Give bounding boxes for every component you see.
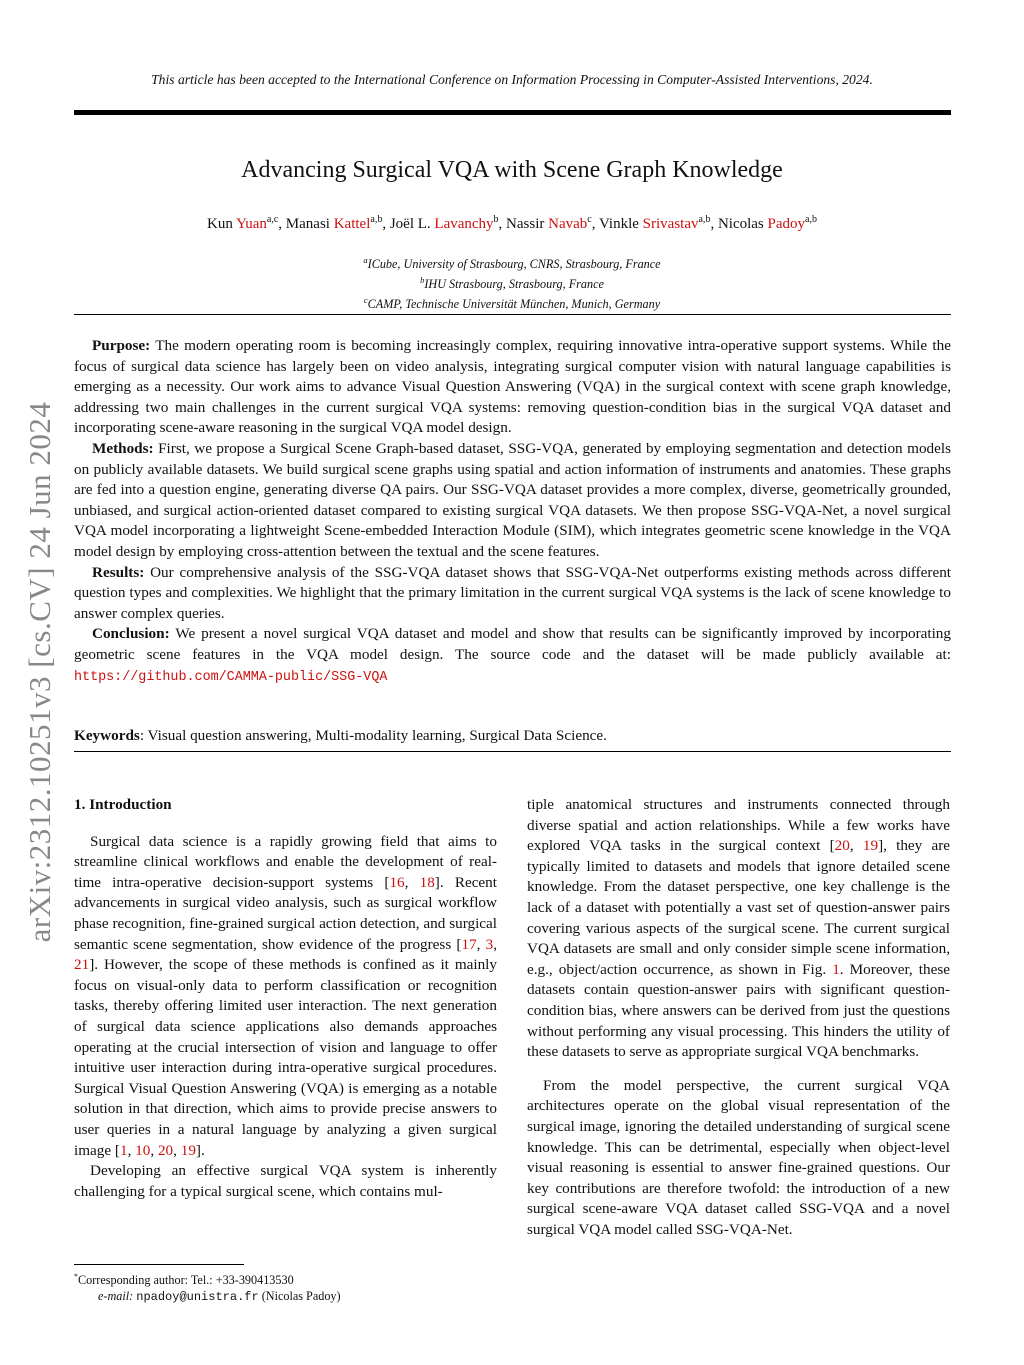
footnote-rule [74, 1264, 244, 1265]
citation-link[interactable]: 19 [180, 1141, 196, 1159]
paragraph-gap [527, 1063, 950, 1076]
author-sup: b [493, 214, 499, 225]
left-column [74, 795, 497, 1202]
author-list: Kun Yuan$^{a,c}$, Manasi Kattel$^{a,b}$, Joël L. Lavanchy$^b$, Nassir Navab$^c$, Vinkle Srivastav$^{a,b}$, Nicolas Padoy$^{a,b}$ [207, 214, 817, 232]
intro-paragraph-2-cont: tiple anatomical structures and instruments connected through diverse spatial and action relationships. While a few works have explored VQA tasks in the surgical context [20, 19], they are typically limited to datasets and models that ignore detailed scene knowledge. From the dataset perspective, one key challenge is the lack of a dataset with potentially a vast set of question-answer pairs covering various aspects of the surgical scene. The current surgical VQA datasets are small and only consider simple scene information, e.g., object/action occurrence, as shown in Fig. 1. Moreover, these datasets contain question-answer pairs with significant question-condition bias, where answers can be derived from just the questions without performing any visual processing. This hinders the utility of these datasets to serve as appropriate surgical VQA benchmarks. [527, 796, 951, 1061]
citation-link[interactable]: 3 [485, 935, 494, 953]
abstract-conclusion: Conclusion: We present a novel surgical VQA dataset and model and show that results can be significantly improved by incorporating geometric scene features in the VQA model design. The source code and the dataset will be made publicly available at: https://github.com/CAMMA-public/SSG-VQA [74, 625, 951, 685]
abstract-purpose: Purpose: The modern operating room is becoming increasingly complex, requiring innovative intra-operative support systems. While the focus of surgical data science has largely been on video analysis, integrating surgical computer vision with natural language capabilities is emerging as a necessity. Our work aims to advance Visual Question Answering (VQA) in the surgical context with scene graph knowledge, addressing two main challenges in the current surgical VQA systems: removing question-condition bias in the surgical VQA dataset and incorporating scene-aware reasoning in the surgical VQA model design. [74, 337, 951, 437]
author-first: Kun [207, 216, 233, 232]
figure-link[interactable]: 1 [832, 960, 840, 978]
author-sup: a,c [266, 214, 279, 225]
acceptance-note: This article has been accepted to the International Conference on Information Processing in Computer-Assisted Interventions, 2024. [151, 72, 873, 87]
affiliation: $^b$IHU Strasbourg, Strasbourg, France [420, 275, 604, 292]
citation-link[interactable]: 17 [461, 935, 477, 953]
citation-link[interactable]: 20 [834, 837, 850, 855]
abstract-methods: Methods: First, we propose a Surgical Scene Graph-based dataset, SSG-VQA, generated by employing segmentation and detection models on publicly available datasets. We build surgical scene graphs using spatial and action information of instruments and anatomies. These graphs are fed into a question engine, generating diverse QA pairs. Our SSG-VQA dataset provides a more complex, diverse, geometrically grounded, unbiased, and surgical action-oriented dataset compared to existing surgical VQA datasets. We then propose SSG-VQA-Net, a novel surgical VQA model incorporating a lightweight Scene-embedded Interaction Module (SIM), which integrates geometric scene knowledge in the VQA model design by employing cross-attention between the textual and the scene features. [74, 439, 952, 560]
intro-paragraph-3: From the model perspective, the current surgical VQA architectures operate on the global visual representation of the surgical image, ignoring the detailed understanding of surgical scene knowledge. This can be detrimental, especially when object-level visual reasoning is essential to answer fine-grained questions. Our key contributions are therefore twofold: the introduction of a new surgical scene-aware VQA dataset called SSG-VQA and a novel surgical VQA model called SSG-VQA-Net. [527, 1076, 950, 1238]
author-last[interactable]: Navab [548, 216, 588, 232]
abstract-bottom-rule [74, 751, 951, 752]
citation-link[interactable]: 10 [135, 1141, 151, 1159]
abstract [74, 336, 951, 688]
author-sup: a,b [370, 214, 383, 225]
abstract-results: Results: Our comprehensive analysis of the SSG-VQA dataset shows that SSG-VQA-Net outperforms existing methods across different question types and complexities. We highlight that the primary limitation in the current surgical VQA systems is the lack of scene knowledge to answer complex queries. [74, 563, 952, 622]
abstract-top-rule [74, 314, 951, 315]
citation-link[interactable]: 16 [389, 873, 405, 891]
footnote [74, 1269, 494, 1305]
author-sup: a,b [698, 214, 711, 225]
affiliation: $^c$CAMP, Technische Universität München, Munich, Germany [363, 295, 661, 312]
arxiv-stamp: arXiv:2312.10251v3 [cs.CV] 24 Jun 2024 [22, 401, 57, 943]
header-rule [74, 110, 951, 115]
affiliations [0, 252, 1024, 312]
right-column [527, 795, 950, 1240]
author-sup: c [587, 214, 592, 225]
author-last[interactable]: Kattel [333, 216, 371, 232]
section-heading: 1. Introduction [74, 796, 172, 813]
keywords: Keywords: Visual question answering, Multi-modality learning, Surgical Data Science. [74, 727, 607, 744]
author-first: Manasi [285, 216, 330, 232]
author-last[interactable]: Lavanchy [434, 216, 494, 232]
intro-paragraph-1: Surgical data science is a rapidly growing field that aims to streamline clinical workflows and enable the development of real-time intra-operative decision-support systems [16, 18]. Recent advancements in surgical video analysis, such as surgical workflow phase recognition, fine-grained surgical action detection, and surgical semantic scene segmentation, show evidence of the progress [17, 3, 21]. However, the scope of these methods is confined as it mainly focus on visual-only data to perform classification or recognition tasks, thereby offering limited user interaction. The next generation of surgical data science applications also demands approaches operating at the crucial intersection of vision and language to offer intuitive user interaction during intra-operative surgical procedures. Surgical Visual Question Answering (VQA) is emerging as a notable solution in that direction, which aims to provide precise answers to user queries in a natural language by analyzing a given surgical image [1, 10, 20, 19]. [74, 832, 497, 1159]
author-last[interactable]: Srivastav [642, 216, 699, 232]
paper-title: Advancing Surgical VQA with Scene Graph Knowledge [241, 157, 783, 183]
citation-link[interactable]: 19 [862, 837, 879, 855]
intro-paragraph-2: Developing an effective surgical VQA system is inherently challenging for a typical surgical scene, which contains mul- [74, 1162, 497, 1200]
author-first: Nicolas [717, 216, 764, 232]
author-last[interactable]: Padoy [767, 216, 806, 232]
code-link[interactable]: https://github.com/CAMMA-public/SSG-VQA [74, 669, 388, 685]
author-first: Vinkle [598, 216, 639, 232]
citation-link[interactable]: 20 [157, 1141, 174, 1159]
email-address[interactable]: npadoy@unistra.fr [136, 1290, 259, 1305]
author-first: Nassir [506, 216, 545, 232]
author-first: Joël L. [389, 216, 431, 232]
citation-link[interactable]: 21 [74, 956, 90, 974]
affiliation: $^a$ICube, University of Strasbourg, CNRS, Strasbourg, France [363, 255, 661, 272]
author-sup: a,b [805, 214, 817, 225]
citation-link[interactable]: 18 [419, 873, 435, 891]
footnote-email-line: e-mail: npadoy@unistra.fr (Nicolas Padoy) [98, 1289, 341, 1305]
author-last[interactable]: Yuan [236, 216, 267, 232]
footnote-line: *Corresponding author: Tel.: +33-390413530 [74, 1272, 294, 1288]
citation-link[interactable]: 1 [119, 1141, 128, 1159]
